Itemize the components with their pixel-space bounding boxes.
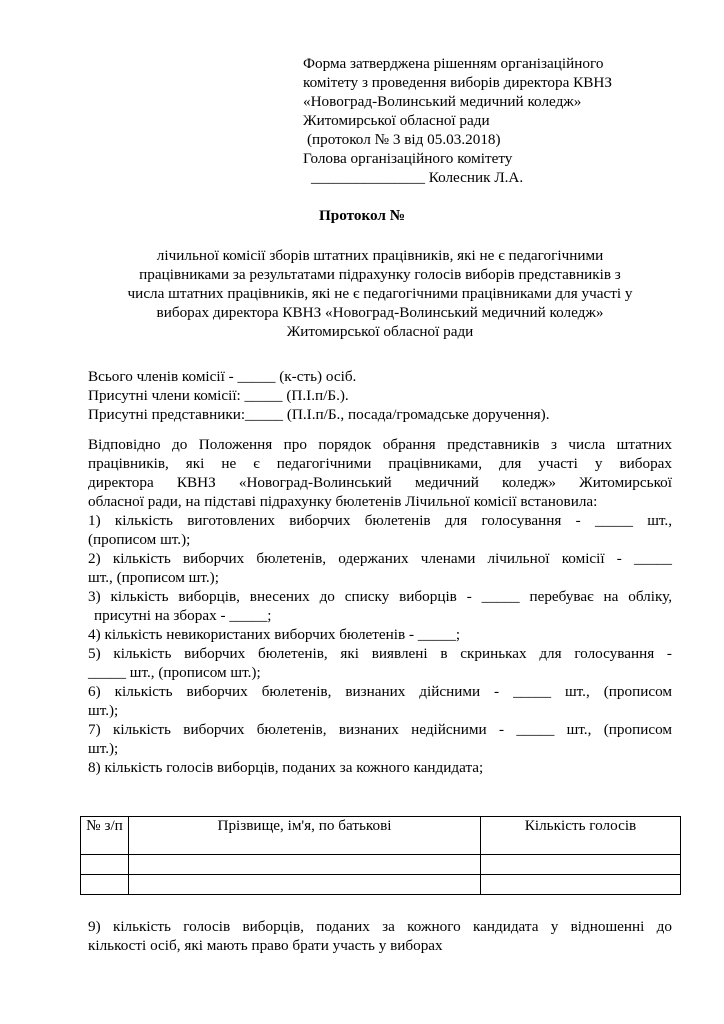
- protocol-footer: [88, 917, 672, 955]
- body-line: Відповідно до Положення про порядок обрання представників з числа штатних: [88, 436, 672, 453]
- table-cell: [129, 875, 481, 895]
- candidates-table: [80, 816, 681, 895]
- body-line: директора КВНЗ «Новоград-Волинський медичний коледж» Житомирської: [88, 474, 672, 491]
- subtitle-line: числа штатних працівників, які не є педагогічними працівниками для участі у: [127, 285, 633, 302]
- subtitle-line: Житомирської обласної ради: [286, 323, 474, 340]
- item-5-line: 5) кількість виборчих бюлетенів, які виявлені в скриньках для голосування -: [88, 645, 672, 662]
- approval-chair-line: Голова організаційного комітету: [303, 150, 513, 167]
- protocol-body: [88, 435, 672, 777]
- document-title: Протокол №: [318, 207, 406, 224]
- representatives-present-line: Присутні представники:_____ (П.І.п/Б., посада/громадське доручення).: [88, 406, 550, 423]
- approval-line: Житомирської обласної ради: [303, 112, 490, 129]
- body-line: обласної ради, на підставі підрахунку бюлетенів Лічильної комісії встановила:: [88, 493, 598, 510]
- table-cell: [481, 875, 681, 895]
- subtitle-line: лічильної комісії зборів штатних працівників, які не є педагогічними: [156, 247, 604, 264]
- table-row: [81, 855, 681, 875]
- table-cell: [81, 875, 129, 895]
- item-7-line: шт.);: [88, 740, 119, 757]
- body-line: працівників, які не є педагогічними працівниками, для участі у виборах: [88, 455, 672, 472]
- item-8-line: 8) кількість голосів виборців, поданих за кожного кандидата;: [88, 759, 484, 776]
- item-2-line: шт., (прописом шт.);: [88, 569, 219, 586]
- item-9-line: 9) кількість голосів виборців, поданих за кожного кандидата у відношенні до: [88, 918, 672, 935]
- subtitle-line: працівниками за результатами підрахунку голосів виборів представників з: [139, 266, 621, 283]
- approval-line: «Новоград-Волинський медичний коледж»: [303, 93, 582, 110]
- item-6-line: шт.);: [88, 702, 119, 719]
- approval-line: Форма затверджена рішенням організаційного: [303, 55, 604, 72]
- approval-protocol-line: (протокол № 3 від 05.03.2018): [307, 131, 501, 148]
- table-cell: [81, 855, 129, 875]
- members-present-line: Присутні члени комісії: _____ (П.І.п/Б.).: [88, 387, 349, 404]
- table-cell: [129, 855, 481, 875]
- table-header-row: [81, 817, 681, 855]
- item-5-line: _____ шт., (прописом шт.);: [88, 664, 261, 681]
- item-3-line: 3) кількість виборців, внесених до списку виборців - _____ перебуває на обліку,: [88, 588, 672, 605]
- members-total-line: Всього членів комісії - _____ (к-сть) осіб.: [88, 368, 357, 385]
- header-votes: Кількість голосів: [481, 817, 681, 855]
- item-3-line: присутні на зборах - _____;: [94, 607, 272, 624]
- commission-members-block: [88, 367, 688, 424]
- item-1-line: 1) кількість виготовлених виборчих бюлетенів для голосування - _____ шт.,: [88, 512, 672, 529]
- document-subtitle: [90, 246, 670, 341]
- approval-line: комітету з проведення виборів директора КВНЗ: [303, 74, 612, 91]
- header-full-name: Прізвище, ім'я, по батькові: [129, 817, 481, 855]
- subtitle-line: виборах директора КВНЗ «Новоград-Волинський медичний коледж»: [156, 304, 604, 321]
- table-cell: [481, 855, 681, 875]
- item-7-line: 7) кількість виборчих бюлетенів, визнаних недійсними - _____ шт., (прописом: [88, 721, 672, 738]
- item-4-line: 4) кількість невикористаних виборчих бюлетенів - _____;: [88, 626, 461, 643]
- item-1-line: (прописом шт.);: [88, 531, 191, 548]
- item-9-line: кількості осіб, які мають право брати участь у виборах: [88, 937, 443, 954]
- table-row: [81, 875, 681, 895]
- header-number: № з/п: [81, 817, 129, 855]
- approval-signature-line: _______________ Колесник Л.А.: [311, 169, 524, 186]
- item-6-line: 6) кількість виборчих бюлетенів, визнаних дійсними - _____ шт., (прописом: [88, 683, 672, 700]
- item-2-line: 2) кількість виборчих бюлетенів, одержаних членами лічильної комісії - _____: [88, 550, 672, 567]
- approval-block: [303, 54, 703, 187]
